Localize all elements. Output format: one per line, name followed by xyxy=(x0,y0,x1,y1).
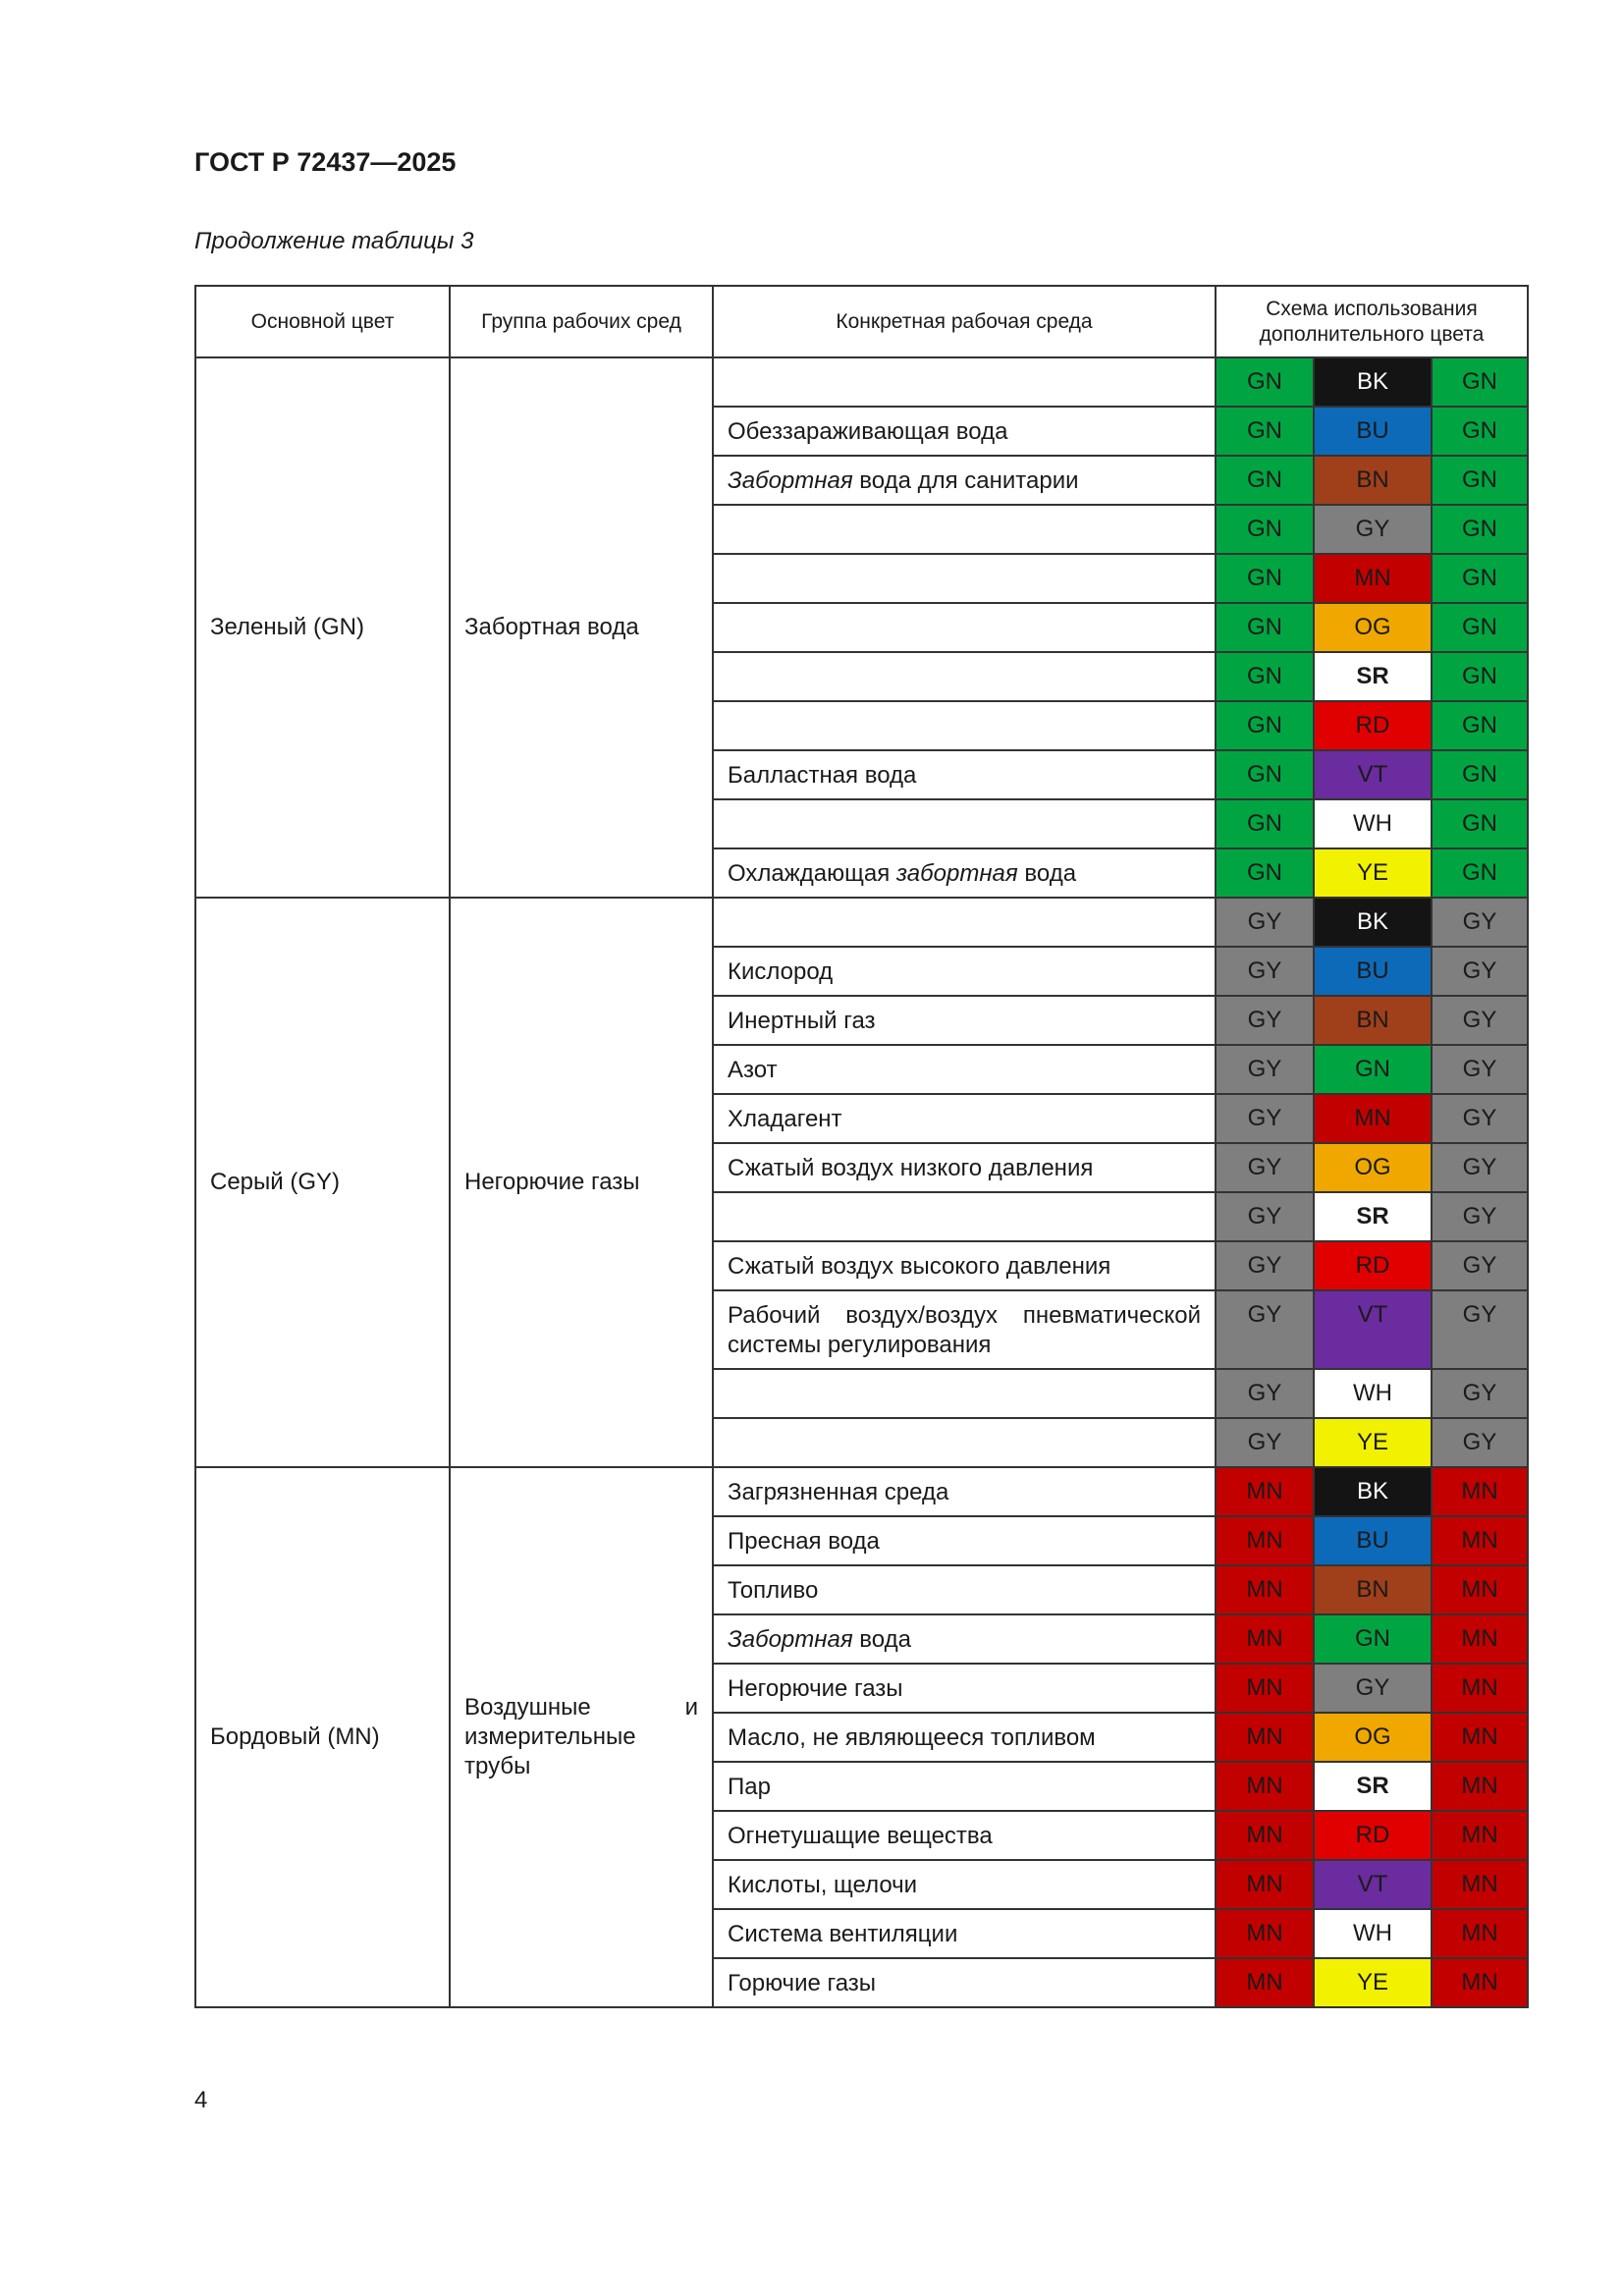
color-code-mn: MN xyxy=(1216,1811,1314,1860)
color-code-wh: WH xyxy=(1314,1369,1432,1418)
specific-medium-cell xyxy=(713,1241,1216,1290)
color-code-gn: GN xyxy=(1216,407,1314,456)
specific-medium-cell xyxy=(713,898,1216,947)
color-code-gn: GN xyxy=(1216,652,1314,701)
color-code-gy: GY xyxy=(1216,1418,1314,1467)
color-code-gn: GN xyxy=(1216,701,1314,750)
document-title: ГОСТ Р 72437—2025 xyxy=(194,147,457,177)
color-code-gy: GY xyxy=(1432,1045,1528,1094)
color-code-gy: GY xyxy=(1314,1664,1432,1713)
color-code-gn: GN xyxy=(1432,603,1528,652)
media-group-cell: Воздушные и измерительные трубы xyxy=(450,1467,713,2007)
specific-medium-cell xyxy=(713,1045,1216,1094)
color-code-mn: MN xyxy=(1432,1811,1528,1860)
color-code-gy: GY xyxy=(1216,1369,1314,1418)
color-code-vt: VT xyxy=(1314,1860,1432,1909)
medium-text: вода xyxy=(1017,860,1077,887)
color-code-gn: GN xyxy=(1216,357,1314,407)
specific-medium-cell xyxy=(713,1762,1216,1811)
medium-text: Хладагент xyxy=(728,1106,842,1132)
medium-text: Рабочий воздух/воздух пневматической системы регулирования xyxy=(728,1302,1201,1358)
color-code-gn: GN xyxy=(1432,505,1528,554)
color-code-gn: GN xyxy=(1432,554,1528,603)
medium-text: Охлаждающая xyxy=(728,860,896,887)
specific-medium-cell xyxy=(713,848,1216,898)
medium-text: забортная xyxy=(895,860,1018,887)
specific-medium-cell xyxy=(713,1418,1216,1467)
specific-medium-cell xyxy=(713,1909,1216,1958)
table-row xyxy=(195,898,1528,947)
medium-text: Обеззараживающая вода xyxy=(728,418,1008,445)
color-code-mn: MN xyxy=(1216,1958,1314,2007)
color-code-gn: GN xyxy=(1216,505,1314,554)
color-code-gy: GY xyxy=(1432,1290,1528,1369)
color-code-gy: GY xyxy=(1432,947,1528,996)
color-code-gy: GY xyxy=(1432,1241,1528,1290)
medium-text: Топливо xyxy=(728,1577,819,1604)
color-code-gy: GY xyxy=(1314,505,1432,554)
color-code-rd: RD xyxy=(1314,1811,1432,1860)
medium-text: Азот xyxy=(728,1057,778,1083)
color-code-mn: MN xyxy=(1314,554,1432,603)
color-code-mn: MN xyxy=(1216,1762,1314,1811)
medium-text: Горючие газы xyxy=(728,1970,877,1996)
color-code-vt: VT xyxy=(1314,750,1432,799)
color-code-mn: MN xyxy=(1216,1467,1314,1516)
color-code-gy: GY xyxy=(1432,1192,1528,1241)
color-code-mn: MN xyxy=(1216,1909,1314,1958)
specific-medium-cell xyxy=(713,1369,1216,1418)
color-code-bu: BU xyxy=(1314,407,1432,456)
color-code-gy: GY xyxy=(1432,996,1528,1045)
medium-text: Огнетушащие вещества xyxy=(728,1823,993,1849)
color-code-sr: SR xyxy=(1314,652,1432,701)
color-code-ye: YE xyxy=(1314,1958,1432,2007)
color-code-gn: GN xyxy=(1432,357,1528,407)
medium-text: Система вентиляции xyxy=(728,1921,958,1947)
medium-text: Забортная xyxy=(728,1626,853,1653)
header-media-group: Группа рабочих сред xyxy=(450,286,713,357)
specific-medium-cell xyxy=(713,1713,1216,1762)
medium-text: Кислоты, щелочи xyxy=(728,1872,918,1898)
header-scheme: Схема использования дополнительного цвета xyxy=(1216,286,1528,357)
color-code-rd: RD xyxy=(1314,1241,1432,1290)
color-code-gy: GY xyxy=(1216,1241,1314,1290)
medium-text: Пар xyxy=(728,1774,771,1800)
medium-text: вода xyxy=(852,1626,911,1653)
color-code-gy: GY xyxy=(1432,898,1528,947)
main-color-cell: Бордовый (MN) xyxy=(195,1467,450,2007)
media-group-cell: Негорючие газы xyxy=(450,898,713,1467)
medium-text: Пресная вода xyxy=(728,1528,880,1555)
color-code-og: OG xyxy=(1314,1143,1432,1192)
color-code-vt: VT xyxy=(1314,1290,1432,1369)
color-code-bk: BK xyxy=(1314,898,1432,947)
color-code-mn: MN xyxy=(1432,1958,1528,2007)
color-code-gy: GY xyxy=(1432,1094,1528,1143)
color-code-og: OG xyxy=(1314,603,1432,652)
color-code-gy: GY xyxy=(1432,1369,1528,1418)
color-code-rd: RD xyxy=(1314,701,1432,750)
color-code-gy: GY xyxy=(1216,947,1314,996)
specific-medium-cell xyxy=(713,1094,1216,1143)
medium-text: Инертный газ xyxy=(728,1008,876,1034)
color-code-gy: GY xyxy=(1432,1418,1528,1467)
color-code-gn: GN xyxy=(1432,456,1528,505)
specific-medium-cell xyxy=(713,554,1216,603)
color-code-mn: MN xyxy=(1432,1762,1528,1811)
color-code-mn: MN xyxy=(1216,1860,1314,1909)
medium-text: Забортная xyxy=(728,467,853,494)
color-code-gn: GN xyxy=(1314,1045,1432,1094)
color-code-gn: GN xyxy=(1432,701,1528,750)
color-code-mn: MN xyxy=(1216,1565,1314,1614)
header-specific-medium: Конкретная рабочая среда xyxy=(713,286,1216,357)
specific-medium-cell xyxy=(713,996,1216,1045)
specific-medium-cell xyxy=(713,1467,1216,1516)
specific-medium-cell xyxy=(713,701,1216,750)
header-main-color: Основной цвет xyxy=(195,286,450,357)
color-code-gn: GN xyxy=(1216,799,1314,848)
medium-text: Сжатый воздух высокого давления xyxy=(728,1253,1111,1280)
specific-medium-cell xyxy=(713,456,1216,505)
color-code-bk: BK xyxy=(1314,1467,1432,1516)
medium-text: Кислород xyxy=(728,958,834,985)
color-code-bu: BU xyxy=(1314,1516,1432,1565)
color-scheme-table xyxy=(194,285,1529,2008)
specific-medium-cell xyxy=(713,799,1216,848)
main-color-cell: Зеленый (GN) xyxy=(195,357,450,898)
color-code-bn: BN xyxy=(1314,1565,1432,1614)
color-code-gy: GY xyxy=(1216,1192,1314,1241)
color-code-mn: MN xyxy=(1216,1516,1314,1565)
color-code-mn: MN xyxy=(1432,1565,1528,1614)
specific-medium-cell xyxy=(713,947,1216,996)
color-code-ye: YE xyxy=(1314,848,1432,898)
color-code-ye: YE xyxy=(1314,1418,1432,1467)
color-code-gn: GN xyxy=(1432,799,1528,848)
medium-text: Загрязненная среда xyxy=(728,1479,949,1505)
specific-medium-cell xyxy=(713,1516,1216,1565)
color-code-gn: GN xyxy=(1216,848,1314,898)
specific-medium-cell xyxy=(713,750,1216,799)
color-code-mn: MN xyxy=(1432,1614,1528,1664)
color-code-bu: BU xyxy=(1314,947,1432,996)
table-caption: Продолжение таблицы 3 xyxy=(194,228,474,254)
medium-text: Балластная вода xyxy=(728,762,917,789)
specific-medium-cell xyxy=(713,652,1216,701)
specific-medium-cell xyxy=(713,1614,1216,1664)
specific-medium-cell xyxy=(713,407,1216,456)
table-body xyxy=(195,357,1528,2007)
medium-text: вода для санитарии xyxy=(852,467,1079,494)
specific-medium-cell xyxy=(713,357,1216,407)
color-code-mn: MN xyxy=(1432,1909,1528,1958)
color-code-mn: MN xyxy=(1216,1614,1314,1664)
color-code-gy: GY xyxy=(1216,1143,1314,1192)
table-row xyxy=(195,1467,1528,1516)
specific-medium-cell xyxy=(713,603,1216,652)
specific-medium-cell xyxy=(713,1958,1216,2007)
color-code-mn: MN xyxy=(1314,1094,1432,1143)
color-code-gy: GY xyxy=(1216,1045,1314,1094)
color-code-bn: BN xyxy=(1314,996,1432,1045)
color-code-og: OG xyxy=(1314,1713,1432,1762)
specific-medium-cell xyxy=(713,505,1216,554)
color-code-gn: GN xyxy=(1216,456,1314,505)
color-code-wh: WH xyxy=(1314,1909,1432,1958)
color-code-gn: GN xyxy=(1432,848,1528,898)
media-group-cell: Забортная вода xyxy=(450,357,713,898)
specific-medium-cell xyxy=(713,1192,1216,1241)
color-code-gy: GY xyxy=(1216,1290,1314,1369)
specific-medium-cell xyxy=(713,1811,1216,1860)
color-code-mn: MN xyxy=(1432,1860,1528,1909)
color-code-gn: GN xyxy=(1216,750,1314,799)
specific-medium-cell xyxy=(713,1664,1216,1713)
color-code-gy: GY xyxy=(1432,1143,1528,1192)
color-code-mn: MN xyxy=(1432,1516,1528,1565)
color-code-mn: MN xyxy=(1432,1467,1528,1516)
specific-medium-cell xyxy=(713,1290,1216,1369)
color-code-bn: BN xyxy=(1314,456,1432,505)
page-number: 4 xyxy=(194,2087,208,2113)
color-code-gn: GN xyxy=(1432,750,1528,799)
color-code-gy: GY xyxy=(1216,898,1314,947)
color-code-gn: GN xyxy=(1432,652,1528,701)
color-code-gn: GN xyxy=(1432,407,1528,456)
table-row xyxy=(195,357,1528,407)
color-code-sr: SR xyxy=(1314,1762,1432,1811)
color-code-mn: MN xyxy=(1432,1664,1528,1713)
color-code-gn: GN xyxy=(1216,554,1314,603)
color-code-gn: GN xyxy=(1314,1614,1432,1664)
main-color-cell: Серый (GY) xyxy=(195,898,450,1467)
color-code-gn: GN xyxy=(1216,603,1314,652)
color-code-gy: GY xyxy=(1216,1094,1314,1143)
color-code-mn: MN xyxy=(1216,1713,1314,1762)
color-code-sr: SR xyxy=(1314,1192,1432,1241)
color-code-wh: WH xyxy=(1314,799,1432,848)
medium-text: Негорючие газы xyxy=(728,1675,903,1702)
medium-text: Масло, не являющееся топливом xyxy=(728,1724,1096,1751)
specific-medium-cell xyxy=(713,1565,1216,1614)
specific-medium-cell xyxy=(713,1860,1216,1909)
medium-text: Сжатый воздух низкого давления xyxy=(728,1155,1094,1181)
color-code-bk: BK xyxy=(1314,357,1432,407)
specific-medium-cell xyxy=(713,1143,1216,1192)
color-code-mn: MN xyxy=(1432,1713,1528,1762)
color-code-mn: MN xyxy=(1216,1664,1314,1713)
color-code-gy: GY xyxy=(1216,996,1314,1045)
